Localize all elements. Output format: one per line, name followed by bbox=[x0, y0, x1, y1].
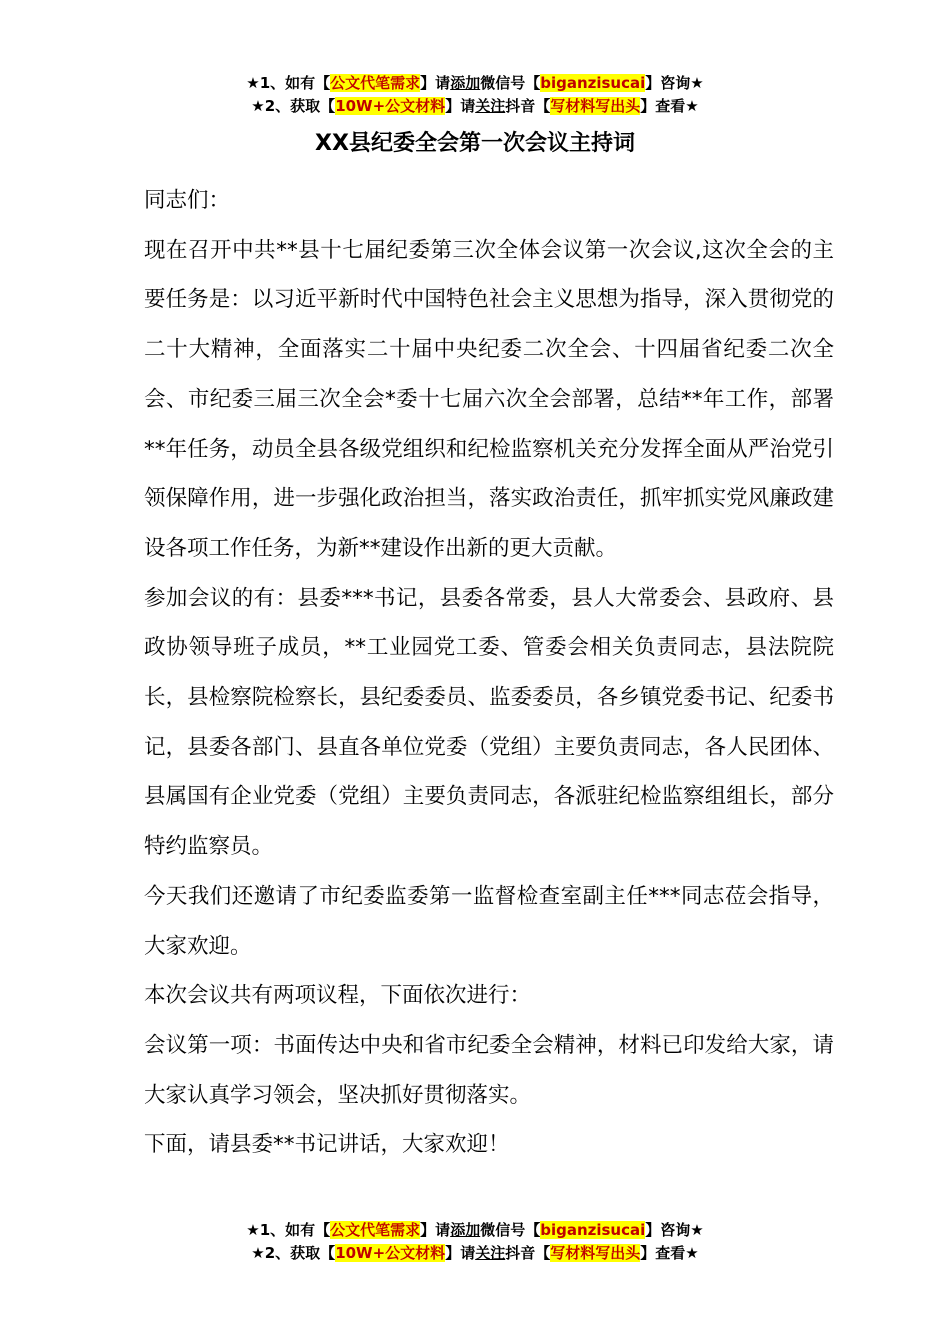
banner-text: ★2、获取【 bbox=[251, 1244, 336, 1262]
highlight-materials: 10W+公文材料 bbox=[335, 1244, 446, 1262]
banner-text: 微信号【 bbox=[480, 1221, 541, 1239]
header-banner bbox=[0, 72, 950, 118]
paragraph-guest: 今天我们还邀请了市纪委监委第一监督检查室副主任***同志莅会指导，大家欢迎。 bbox=[144, 883, 834, 959]
paragraph-agenda: 本次会议共有两项议程，下面依次进行： bbox=[144, 983, 532, 1009]
banner-line-2 bbox=[0, 1242, 950, 1265]
banner-text: 微信号【 bbox=[480, 74, 541, 92]
banner-text: 】查看★ bbox=[640, 1244, 699, 1262]
document-body bbox=[144, 176, 834, 1170]
highlight-wechat-id: biganzisucai bbox=[540, 74, 646, 92]
paragraph-attendees: 参加会议的有：县委***书记，县委各常委，县人大常委会、县政府、县政协领导班子成员，**工业园党工委、管委会相关负责同志，县法院院长，县检察院检察长，县纪委委员、监委委员，各乡镇党委书记、纪委书记，县委各部门、县直各单位党委（党组）主要负责同志，各人民团体、县属国有企业党委（党组）主要负责同志，各派驻纪检监察组组长，部分特约监察员。 bbox=[144, 585, 834, 860]
banner-text: 抖音【 bbox=[505, 97, 551, 115]
banner-line-1 bbox=[0, 1219, 950, 1242]
highlight-service: 公文代笔需求 bbox=[330, 74, 421, 92]
banner-text: ★2、获取【 bbox=[251, 97, 336, 115]
document-title: XX县纪委全会第一次会议主持词 bbox=[315, 131, 635, 156]
footer-banner bbox=[0, 1219, 950, 1265]
highlight-wechat-id: biganzisucai bbox=[540, 1221, 646, 1239]
highlight-service: 公文代笔需求 bbox=[330, 1221, 421, 1239]
banner-text: 】请 bbox=[445, 97, 476, 115]
banner-text: ★1、如有【 bbox=[246, 74, 331, 92]
paragraph-item-one: 会议第一项：书面传达中央和省市纪委全会精神，材料已印发给大家，请大家认真学习领会，坚决抓好贯彻落实。 bbox=[144, 1032, 834, 1108]
highlight-materials: 10W+公文材料 bbox=[335, 97, 446, 115]
banner-text: 】请 bbox=[445, 1244, 476, 1262]
underlined-text: 关注 bbox=[475, 97, 506, 115]
banner-text: 】查看★ bbox=[640, 97, 699, 115]
underlined-text: 添加 bbox=[450, 1221, 481, 1239]
banner-line-1 bbox=[0, 72, 950, 95]
banner-line-2 bbox=[0, 95, 950, 118]
paragraph-opening: 现在召开中共**县十七届纪委第三次全体会议第一次会议,这次全会的主要任务是：以习近平新时代中国特色社会主义思想为指导，深入贯彻党的二十大精神，全面落实二十届中央纪委二次全会、十四届省纪委二次全会、市纪委三届三次全会*委十七届六次全会部署，总结**年工作，部署**年任务，动员全县各级党组织和纪检监察机关充分发挥全面从严治党引领保障作用，进一步强化政治担当，落实政治责任，抓牢抓实党风廉政建设各项工作任务，为新**建设作出新的更大贡献。 bbox=[144, 237, 834, 561]
banner-text: 】请 bbox=[420, 74, 451, 92]
underlined-text: 添加 bbox=[450, 74, 481, 92]
banner-text: 】咨询★ bbox=[645, 74, 704, 92]
paragraph-speech: 下面，请县委**书记讲话，大家欢迎！ bbox=[144, 1132, 510, 1158]
banner-text: 】咨询★ bbox=[645, 1221, 704, 1239]
banner-text: 】请 bbox=[420, 1221, 451, 1239]
banner-text: ★1、如有【 bbox=[246, 1221, 331, 1239]
paragraph-salutation: 同志们： bbox=[144, 188, 231, 213]
banner-text: 抖音【 bbox=[505, 1244, 551, 1262]
highlight-douyin: 写材料写出头 bbox=[550, 97, 641, 115]
highlight-douyin: 写材料写出头 bbox=[550, 1244, 641, 1262]
underlined-text: 关注 bbox=[475, 1244, 506, 1262]
